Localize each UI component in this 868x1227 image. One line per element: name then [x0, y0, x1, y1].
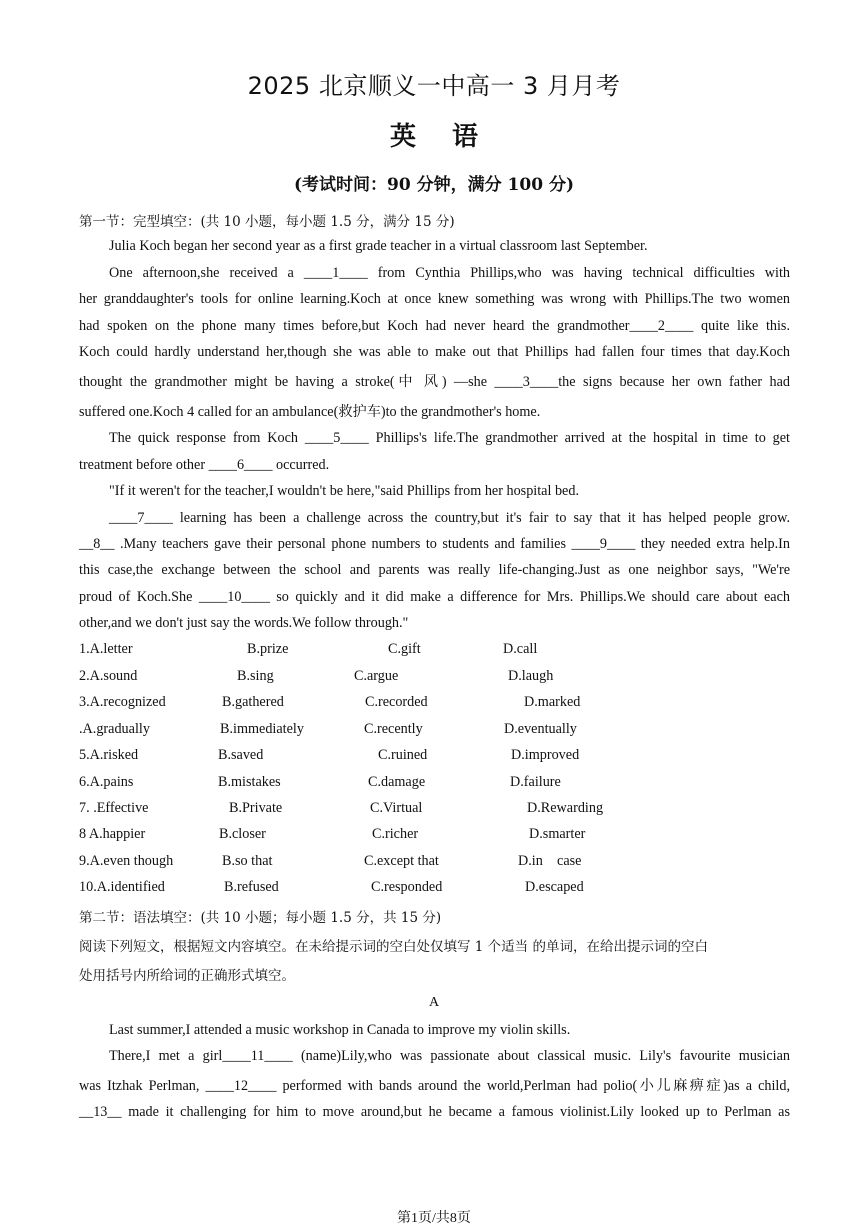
- option-d: D.smarter: [529, 826, 586, 842]
- option-d: D.laugh: [508, 668, 554, 684]
- option-c: C.recorded: [365, 694, 428, 710]
- passage-line: __8__ .Many teachers gave their personal phone numbers to students and families ____9____ they needed extra help.In: [79, 536, 790, 552]
- option-b: B.so that: [222, 853, 273, 869]
- passage-line: Koch could hardly understand her,though she was able to make out that Phillips had fallen four times that day.Koch: [79, 344, 790, 360]
- passage-line: __13__ made it challenging for him to move around,but he became a famous violinist.Lily looked up to Perlman as: [79, 1104, 790, 1120]
- option-b: B.mistakes: [218, 774, 281, 790]
- passage-line: other,and we don't just say the words.We follow through.": [79, 615, 409, 631]
- option-c: C.responded: [371, 879, 443, 895]
- option-c: C.gift: [388, 641, 421, 657]
- passage-line: Julia Koch began her second year as a first grade teacher in a virtual classroom last September.: [109, 238, 648, 254]
- option-c: C.damage: [368, 774, 426, 790]
- option-c: C.recently: [364, 721, 423, 737]
- passage-line: Last summer,I attended a music workshop in Canada to improve my violin skills.: [109, 1022, 571, 1038]
- option-c: C.except that: [364, 853, 439, 869]
- option-d: D.eventually: [504, 721, 577, 737]
- option-b: B.sing: [237, 668, 274, 684]
- passage-line: One afternoon,she received a ____1____ from Cynthia Phillips,who was having technical difficulties with: [109, 265, 790, 281]
- option-d: D.improved: [511, 747, 580, 763]
- passage-line: The quick response from Koch ____5____ Phillips's life.The grandmother arrived at the hospital in time to get: [109, 430, 790, 446]
- section2-heading: 第二节：语法填空：(共 10 小题；每小题 1.5 分，共 15 分): [79, 910, 442, 926]
- page-number: 第1页/共8页: [397, 1211, 471, 1226]
- section2-instructions: 阅读下列短文，根据短文内容填空。在未给提示词的空白处仅填写 1 个适当 的单词，在给出提示词的空白: [79, 939, 708, 955]
- option-b: B.saved: [218, 747, 264, 763]
- option-b: B.closer: [219, 826, 266, 842]
- passage-line: ____7____ learning has been a challenge across the country,but it's fair to say that it has helped people grow.: [109, 510, 790, 526]
- option-b: B.refused: [224, 879, 279, 895]
- option-d: D.failure: [510, 774, 561, 790]
- page-title: 2025 北京顺义一中高一 3 月月考: [247, 72, 621, 100]
- option-a: 8 A.happier: [79, 826, 146, 842]
- option-c: C.ruined: [378, 747, 428, 763]
- option-a: 9.A.even though: [79, 853, 174, 869]
- passage-line: was Itzhak Perlman, ____12____ performed with bands around the world,Perlman had polio(小儿麻痹症)as a child,: [79, 1078, 790, 1094]
- passage-line: treatment before other ____6____ occurred.: [79, 457, 330, 473]
- option-b: B.gathered: [222, 694, 284, 710]
- passage-line: had spoken on the phone many times before,but Koch had never heard the grandmother____2____ quite like this.: [79, 318, 790, 334]
- option-d: D.in case: [518, 853, 582, 869]
- option-c: C.richer: [372, 826, 419, 842]
- option-a: 5.A.risked: [79, 747, 139, 763]
- passage-line: this case,the exchange between the school and parents was really life-changing.Just as one neighbor says, "We're: [79, 562, 790, 578]
- option-a: 3.A.recognized: [79, 694, 166, 710]
- passage-line: thought the grandmother might be having a stroke(中 风) —she ____3____the signs because her own father had: [79, 374, 790, 390]
- part-label: A: [428, 995, 440, 1010]
- option-a: 10.A.identified: [79, 879, 165, 895]
- option-b: B.Private: [229, 800, 283, 816]
- exam-info: (考试时间：90 分钟，满分 100 分): [294, 175, 574, 195]
- passage-line: proud of Koch.She ____10____ so quickly and it did make a difference for Mrs. Phillips.We should care about each: [79, 589, 790, 605]
- option-d: D.escaped: [525, 879, 584, 895]
- section2-instructions: 处用括号内所给词的正确形式填空。: [79, 968, 295, 984]
- option-c: C.Virtual: [370, 800, 423, 816]
- option-a: 2.A.sound: [79, 668, 138, 684]
- passage-line: suffered one.Koch 4 called for an ambulance(救护车)to the grandmother's home.: [79, 404, 541, 420]
- passage-line: "If it weren't for the teacher,I wouldn't be here,"said Phillips from her hospital bed.: [109, 483, 579, 499]
- option-d: D.Rewarding: [527, 800, 604, 816]
- option-a: .A.gradually: [79, 721, 150, 737]
- option-c: C.argue: [354, 668, 399, 684]
- passage-line: her granddaughter's tools for online learning.Koch at once knew something was wrong with Phillips.The two women: [79, 291, 790, 307]
- option-a: 7. .Effective: [79, 800, 149, 816]
- option-d: D.marked: [524, 694, 581, 710]
- option-a: 6.A.pains: [79, 774, 134, 790]
- option-d: D.call: [503, 641, 538, 657]
- section1-heading: 第一节：完型填空：(共 10 小题，每小题 1.5 分，满分 15 分): [79, 214, 455, 230]
- option-b: B.prize: [247, 641, 289, 657]
- passage-line: There,I met a girl____11____ (name)Lily,who was passionate about classical music. Lily's favourite musician: [109, 1048, 790, 1064]
- subject-title: 英语: [389, 122, 514, 152]
- option-b: B.immediately: [220, 721, 304, 737]
- option-a: 1.A.letter: [79, 641, 133, 657]
